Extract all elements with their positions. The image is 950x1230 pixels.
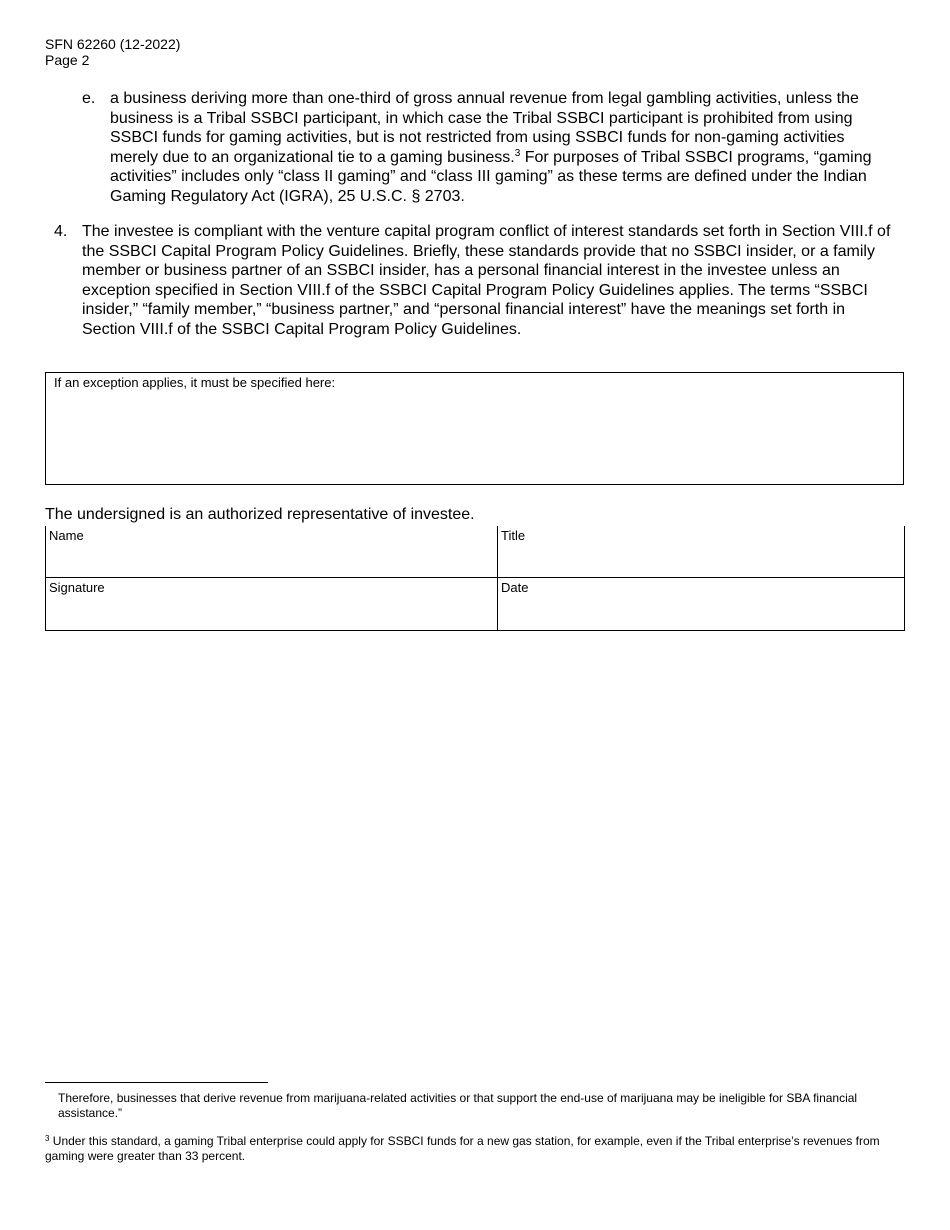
list-marker-e: e.	[82, 90, 96, 107]
date-field[interactable]	[498, 578, 905, 631]
item-e-text-before: a business deriving more than one-third of gross annual revenue from legal gambling activities, unless the business is a Tribal SSBCI participant, in which case the Tribal SSBCI participant is prohibited from using SSBCI funds for gaming activities, but is not restricted from using SSBCI funds for non-gaming activities merely due to an organizational tie to a gaming business.	[110, 90, 859, 166]
signature-table	[45, 526, 905, 631]
page-number: Page 2	[45, 52, 90, 68]
footnote-ref-3[interactable]: 3	[514, 147, 521, 159]
date-label: Date	[501, 580, 529, 596]
signature-field[interactable]	[46, 578, 498, 631]
signature-label: Signature	[49, 580, 105, 596]
form-number: SFN 62260 (12-2022)	[45, 36, 181, 52]
title-field[interactable]	[498, 526, 905, 578]
list-item-4-text: The investee is compliant with the venture capital program conflict of interest standards set forth in Section VIII.f of the SSBCI Capital Program Policy Guidelines. Briefly, these standards provide that no SSBCI insider, or a family member or business partner of an SSBCI insider, has a personal financial interest in the investee unless an exception specified in Section VIII.f of the SSBCI Capital Program Policy Guidelines applies. The terms “SSBCI insider,” “family member,” “business partner,” and “personal financial interest” have the meanings set forth in Section VIII.f of the SSBCI Capital Program Policy Guidelines.	[82, 223, 891, 338]
authorized-rep-statement: The undersigned is an authorized representative of investee.	[45, 506, 475, 523]
footnote-3-marker: 3	[45, 1134, 50, 1143]
list-item-4	[54, 222, 894, 340]
exception-label: If an exception applies, it must be specified here:	[54, 375, 336, 390]
list-item-e	[82, 89, 892, 207]
page-header	[45, 36, 180, 68]
name-label: Name	[49, 528, 84, 543]
footnote-divider	[45, 1082, 268, 1083]
exception-field[interactable]	[45, 372, 904, 485]
name-field[interactable]	[46, 526, 498, 578]
footnote-3-text: Under this standard, a gaming Tribal enterprise could apply for SSBCI funds for a new gas station, for example, even if the Tribal enterprise’s revenues from gaming were greater than 33 percent.	[45, 1134, 880, 1163]
footnote-3	[45, 1134, 905, 1164]
title-label: Title	[501, 528, 526, 543]
list-item-e-text	[110, 89, 892, 207]
footnote-continuation: Therefore, businesses that derive revenue from marijuana-related activities or that support the end-use of marijuana may be ineligible for SBA financial assistance.”	[58, 1091, 858, 1120]
item-e-text-after: For purposes of Tribal SSBCI programs, “gaming activities” includes only “class II gaming” and “class III gaming” as these terms are defined under the Indian Gaming Regulatory Act (IGRA), 25 U.S.C. § 2703.	[110, 148, 872, 205]
list-marker-4: 4.	[54, 223, 68, 240]
